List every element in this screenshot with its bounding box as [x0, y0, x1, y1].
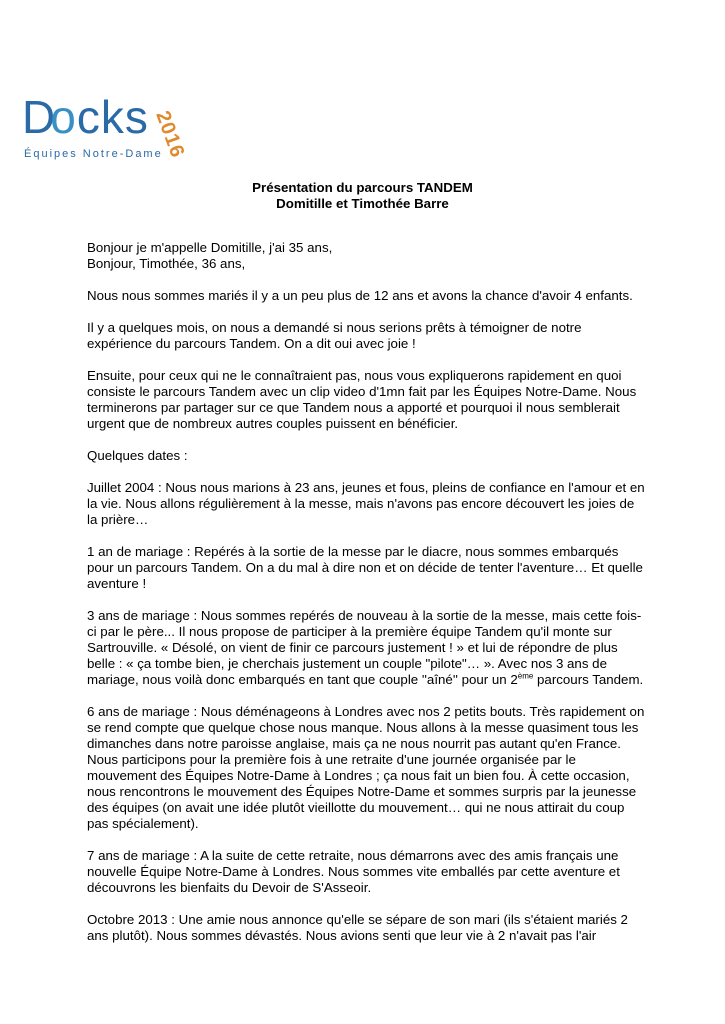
- superscript-eme: ème: [517, 671, 534, 681]
- document-body: [87, 240, 647, 960]
- paragraph: Nous nous sommes mariés il y a un peu plus de 12 ans et avons la chance d'avoir 4 enfants.: [87, 288, 633, 303]
- document-header: [0, 180, 725, 212]
- paragraph: 6 ans de mariage : Nous déménageons à Londres avec nos 2 petits bouts. Très rapidement on se rend compte que quelque chose nous manque. Nous allons à la messe quasiment tous les dimanches dans notre paroisse anglaise, mais ça ne nous nourrit pas autant qu'en France. Nous participons pour la première fois à une retraite d'une journée organisée par le mouvement des Équipes Notre-Dame à Londres ; ça nous fait un bien fou. À cette occasion, nous rencontrons le mouvement des Équipes Notre-Dame et sommes surpris par la jeunesse des équipes (on avait une idée plutôt vieillotte du mouvement… qui ne nous attirait du coup pas spécialement).: [87, 704, 645, 831]
- logo-letters-cks: cks: [76, 91, 149, 143]
- document-subtitle: Domitille et Timothée Barre: [276, 196, 449, 211]
- paragraph: 7 ans de mariage : A la suite de cette retraite, nous démarrons avec des amis français une nouvelle Équipe Notre-Dame à Londres. Nous sommes vite emballés par cette aventure et découvrons les bienfaits du Devoir de S'Asseoir.: [87, 848, 620, 895]
- logo-letter-o: o: [50, 91, 77, 143]
- logo-year: 2016: [151, 108, 189, 162]
- intro-line-1: Bonjour je m'appelle Domitille, j'ai 35 ans,: [87, 240, 333, 255]
- document-title: Présentation du parcours TANDEM: [252, 180, 473, 195]
- paragraph: Ensuite, pour ceux qui ne le connaîtraient pas, nous vous expliquerons rapidement en quoi consiste le parcours Tandem avec un clip video d'1mn fait par les Équipes Notre-Dame. Nous terminerons par partager sur ce que Tandem nous a apporté et pourquoi il nous semblerait urgent que de nombreux autres couples puissent en bénéficier.: [87, 368, 637, 431]
- logo-wordmark: [22, 91, 149, 143]
- paragraph: Quelques dates :: [87, 448, 188, 463]
- paragraph: Il y a quelques mois, on nous a demandé si nous serions prêts à témoigner de notre expérience du parcours Tandem. On a dit oui avec joie !: [87, 320, 582, 351]
- paragraph: Juillet 2004 : Nous nous marions à 23 ans, jeunes et fous, pleins de confiance en l'amour et en la vie. Nous allons régulièrement à la messe, mais n'avons pas encore découvert les joies de la prière…: [87, 480, 645, 527]
- paragraph: 1 an de mariage : Repérés à la sortie de la messe par le diacre, nous sommes embarqués pour un parcours Tandem. On a du mal à dire non et on décide de tenter l'aventure… Et quelle aventure !: [87, 544, 643, 591]
- paragraph-3-ans-text: 3 ans de mariage : Nous sommes repérés de nouveau à la sortie de la messe, mais cette fois-ci par le père... Il nous propose de participer à la première équipe Tandem qu'il monte sur Sartrouville. « Désolé, on vient de finir ce parcours justement ! » et lui de répondre de plus belle : « ça tombe bien, je cherchais justement un couple "pilote"… ». Avec nos 3 ans de mariage, nous voilà donc embarqués en tant que couple ''aîné'' pour un 2: [87, 608, 642, 687]
- docks-2016-logo: [22, 91, 202, 164]
- paragraph-3-ans-end: parcours Tandem.: [533, 672, 644, 687]
- intro-paragraph: [87, 240, 647, 272]
- logo-letter-d: D: [22, 91, 57, 143]
- paragraph: Octobre 2013 : Une amie nous annonce qu'elle se sépare de son mari (ils s'étaient mariés 2 ans plutôt). Nous sommes dévastés. Nous avions senti que leur vie à 2 n'avait pas l'air: [87, 912, 628, 943]
- intro-line-2: Bonjour, Timothée, 36 ans,: [87, 256, 246, 271]
- paragraph-3-ans: [87, 608, 647, 688]
- logo-subtitle: Équipes Notre-Dame: [24, 148, 163, 160]
